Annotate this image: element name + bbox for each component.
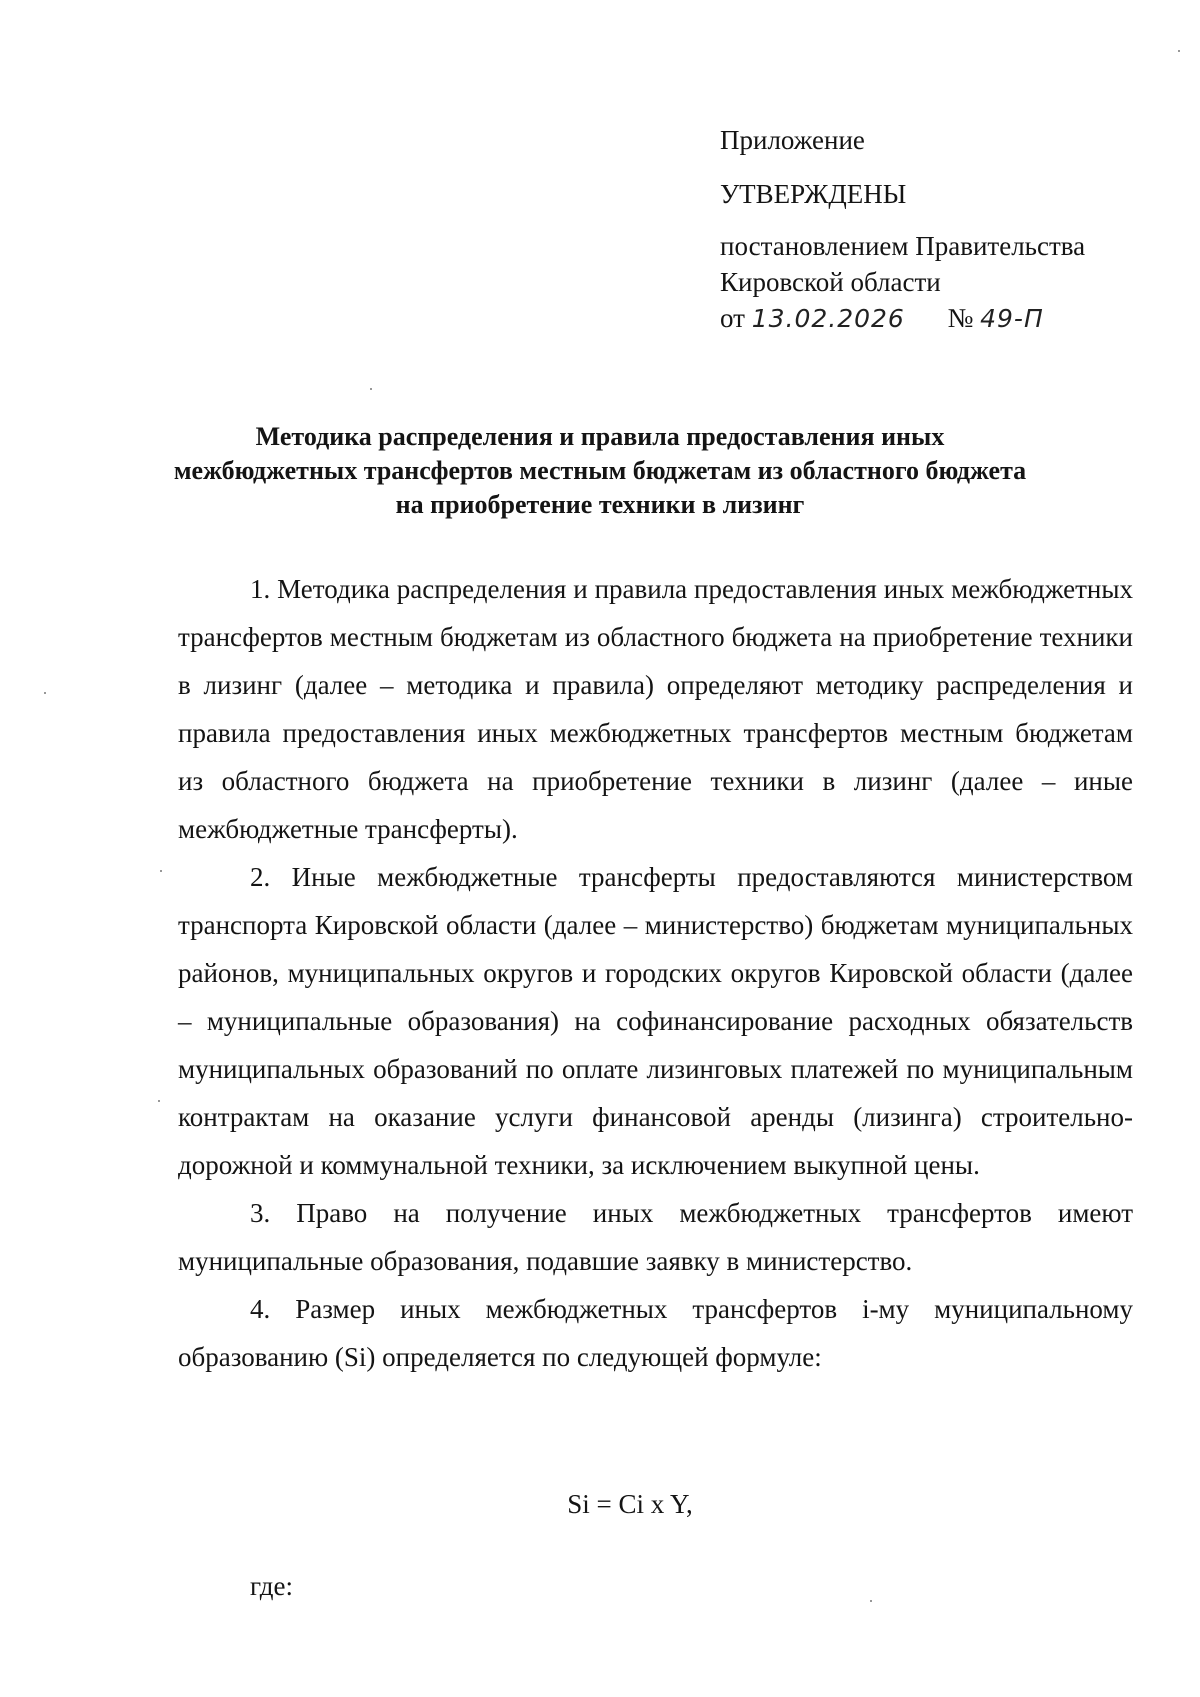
document-title xyxy=(150,420,1050,522)
scan-speck xyxy=(160,870,162,872)
number-label: № xyxy=(947,303,974,333)
scan-speck xyxy=(158,1100,160,1102)
decree-line-2: Кировской области xyxy=(720,267,941,297)
title-line-1: Методика распределения и правила предоставления иных xyxy=(255,422,945,451)
decree-line-1: постановлением Правительства xyxy=(720,231,1086,261)
scan-speck xyxy=(44,692,46,694)
paragraph-4: 4. Размер иных межбюджетных трансфертов i-му муниципальному образованию (Si) определяется по следующей формуле: xyxy=(178,1294,1133,1372)
paragraph-1: 1. Методика распределения и правила предоставления иных межбюджетных трансфертов местным бюджетам из областного бюджета на приобретение техники в лизинг (далее – методика и правила) определяют методику распределения и правила предоставления иных межбюджетных трансфертов местным бюджетам из областного бюджета на приобретение техники в лизинг (далее – иные межбюджетные трансферты). xyxy=(178,574,1133,844)
handwritten-number: 49-П xyxy=(980,304,1044,333)
scan-speck xyxy=(870,1600,872,1602)
scan-speck xyxy=(1178,50,1180,52)
scan-speck xyxy=(370,388,372,390)
where-label: где: xyxy=(250,1571,293,1601)
date-prefix: от xyxy=(720,303,745,333)
decree-date-line xyxy=(720,300,1140,337)
formula: Si = Ci x Y, xyxy=(567,1489,693,1519)
handwritten-date: 13.02.2026 xyxy=(751,304,905,333)
approved-label: УТВЕРЖДЕНЫ xyxy=(720,179,907,209)
title-line-3: на приобретение техники в лизинг xyxy=(395,490,805,519)
document-body xyxy=(178,565,1133,1381)
paragraph-2: 2. Иные межбюджетные трансферты предоставляются министерством транспорта Кировской области (далее – министерство) бюджетам муниципальных районов, муниципальных округов и городских округов Кировской области (далее – муниципальные образования) на софинансирование расходных обязательств муниципальных образований по оплате лизинговых платежей по муниципальным контрактам на оказание услуги финансовой аренды (лизинга) строительно-дорожной и коммунальной техники, за исключением выкупной цены. xyxy=(178,862,1133,1180)
approval-block xyxy=(720,122,1140,337)
title-line-2: межбюджетных трансфертов местным бюджетам из областного бюджета xyxy=(173,456,1027,485)
appendix-label: Приложение xyxy=(720,125,865,155)
paragraph-3: 3. Право на получение иных межбюджетных трансфертов имеют муниципальные образования, подавшие заявку в министерство. xyxy=(178,1198,1133,1276)
